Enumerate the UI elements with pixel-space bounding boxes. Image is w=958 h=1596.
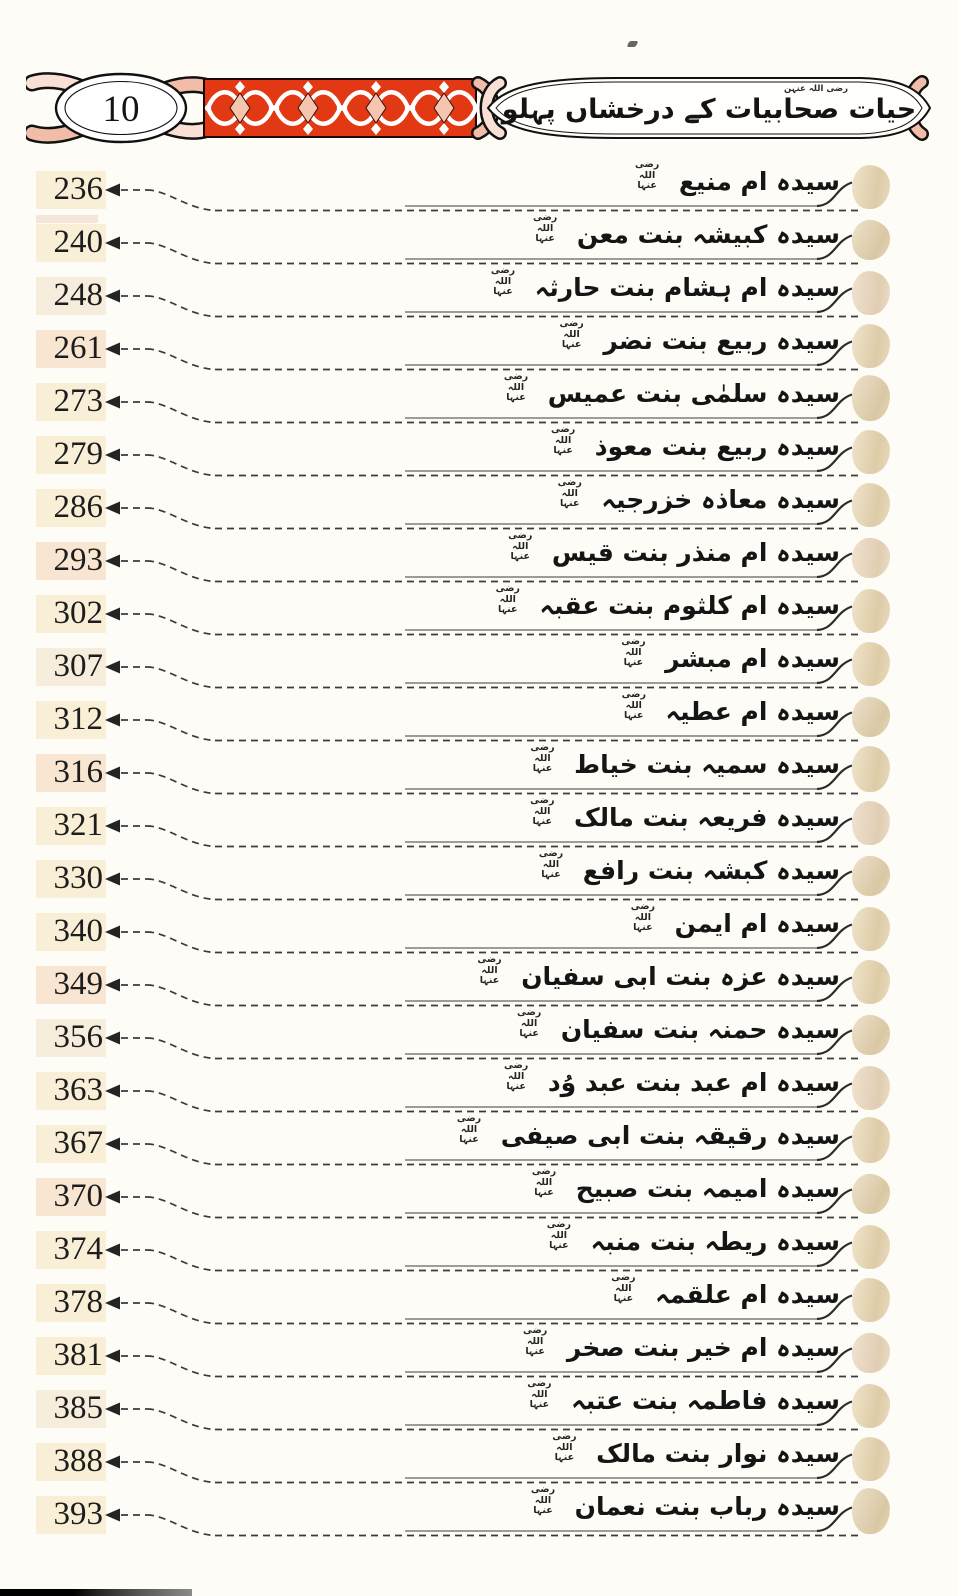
arrow-left-icon [105,1509,120,1522]
toc-entry-title: سیدہ ام عبد بنت عبد وُد [547,1068,840,1097]
arrow-left-icon [105,1297,120,1310]
toc-page-number: 349 [36,966,106,1004]
toc-entry-title: سیدہ فریعہ بنت مالک [574,803,840,832]
toc-entry [473,954,840,998]
toc-entry [526,742,840,786]
page-edge-blob [852,907,890,951]
arrow-left-icon [105,1032,120,1045]
arrow-left-icon [105,714,120,727]
toc-entry-title: سیدہ سلمٰی بنت عمیس [547,379,840,408]
honorific-mark: رضی اللہ عنہا [508,530,533,563]
toc-page-number: 286 [36,489,106,527]
arrow-left-icon [105,1191,120,1204]
toc-entry [453,1113,840,1157]
toc-entry [527,1484,840,1528]
page-edge-blob [852,483,890,527]
toc-row [0,1325,958,1382]
toc-entry-title: سیدہ ام کلثوم بنت عقبہ [539,591,840,620]
toc-row [0,424,958,481]
toc-entry-title: سیدہ معاذہ خزرجیہ [601,485,840,514]
arrow-left-icon [105,926,120,939]
toc-page-number: 356 [36,1019,106,1057]
page-number-header: 10 [102,89,140,130]
title-honorific: رضی اللہ عنہن [783,84,849,94]
page-edge-blob [852,801,890,845]
toc-entry [617,636,840,680]
toc-page-number: 378 [36,1284,106,1322]
arrow-left-icon [105,396,120,409]
arrow-left-icon [105,184,120,197]
page-edge-blob [851,855,891,897]
arrow-left-icon [105,1403,120,1416]
book-title: حیات صحابیات کے درخشاں پہلو [501,94,917,125]
page-edge-blob [851,745,891,792]
honorific-mark: رضی اللہ عنہا [495,583,520,616]
toc-page-number: 248 [36,277,106,315]
honorific-mark: رضی اللہ عنہا [477,954,502,987]
toc-row [0,1378,958,1435]
toc-row [0,636,958,693]
toc-row [0,1060,958,1117]
honorific-mark: رضی اللہ عنہا [611,1272,636,1305]
page-edge-blob [851,1173,891,1215]
toc-entry [504,530,840,574]
arrow-left-icon [105,237,120,250]
honorific-mark: رضی اللہ عنہا [634,159,660,192]
toc-entry [526,795,840,839]
page-edge-blob [851,1014,891,1056]
page-number-medallion [32,74,208,142]
toc-entry [500,371,840,415]
toc-row [0,583,958,640]
toc-page-number: 374 [36,1231,106,1269]
toc-row [0,1166,958,1223]
honorific-mark: رضی اللہ عنہا [630,901,655,934]
toc-page-number: 307 [36,648,106,686]
toc-row [0,795,958,852]
honorific-mark: رضی اللہ عنہا [621,689,646,722]
title-cartouche [478,78,930,138]
honorific-mark: رضی اللہ عنہا [531,1166,557,1199]
toc-entry [487,265,840,309]
toc-entry-title: سیدہ ام ہشام بنت حارثہ [534,273,840,302]
page-edge-blob [852,960,890,1004]
toc-entry [607,1272,840,1316]
arrow-left-icon [105,555,120,568]
honorific-mark: رضی اللہ عنہا [550,424,576,457]
page-edge-blob [852,271,890,315]
toc-entry-title: سیدہ نوار بنت مالک [596,1439,840,1468]
toc-entry [535,848,840,892]
page-edge-blob [851,1332,891,1374]
honorific-mark: رضی اللہ عنہا [546,1219,572,1252]
toc-entry-title: سیدہ حمنہ بنت سفیان [560,1015,840,1044]
arrow-left-icon [105,290,120,303]
arrow-left-icon [105,1244,120,1257]
arabesque-band [204,79,479,137]
toc-entry [618,689,840,733]
toc-page-number: 321 [36,807,106,845]
page-edge-blob [852,1225,890,1269]
toc-entry [556,318,840,362]
toc-entry [631,159,840,203]
toc-page-number: 261 [36,330,106,368]
toc-entry [492,583,840,627]
page-edge-blob [852,1384,890,1428]
toc-page-number: 367 [36,1125,106,1163]
page-edge-blob [851,696,891,738]
toc-page-number: 385 [36,1390,106,1428]
toc-entry [528,1166,840,1210]
toc-entry-title: سیدہ ام منذر بنت قیس [551,538,840,567]
toc-row [0,318,958,375]
toc-row [0,1007,958,1064]
page-edge-blob [852,1066,890,1110]
page-edge-blob [851,537,891,579]
toc-entry [543,1219,840,1263]
honorific-mark: رضی اللہ عنہا [552,1431,577,1464]
page-edge-blob [852,642,890,686]
page-edge-blob [851,1116,891,1163]
honorific-mark: رضی اللہ عنہا [456,1113,482,1146]
toc-page-number: 393 [36,1496,106,1534]
page-edge-blob [852,165,890,209]
toc-row [0,689,958,746]
toc-page-number: 381 [36,1337,106,1375]
toc-entry-title: سیدہ ربیع بنت معوذ [594,432,840,461]
arrow-left-icon [105,661,120,674]
toc-page-number: 312 [36,701,106,739]
toc-page-number: 330 [36,860,106,898]
honorific-mark: رضی اللہ عنہا [530,795,555,828]
toc-row [0,1219,958,1276]
toc-entry-title: سیدہ رقیقہ بنت ابی صیفی [500,1121,840,1150]
honorific-mark: رضی اللہ عنہا [516,1007,542,1040]
toc-row [0,265,958,322]
honorific-mark: رضی اللہ عنہا [527,1378,552,1411]
toc-row [0,212,958,269]
honorific-mark: رضی اللہ عنہا [530,1484,556,1517]
toc-entry-title: سیدہ فاطمہ بنت عتبہ [571,1386,840,1415]
toc-row [0,159,958,216]
arrow-left-icon [105,873,120,886]
toc-row [0,1484,958,1541]
toc-entry [529,212,840,256]
honorific-mark: رضی اللہ عنہا [522,1325,548,1358]
toc-row [0,1431,958,1488]
toc-row [0,477,958,534]
honorific-mark: رضی اللہ عنہا [503,1060,529,1093]
honorific-mark: رضی اللہ عنہا [503,371,529,404]
table-of-contents [0,159,958,1541]
toc-page-number: 340 [36,913,106,951]
toc-entry-title: سیدہ ام منیع [678,167,840,196]
toc-page-number: 279 [36,436,106,474]
honorific-mark: رضی اللہ عنہا [557,477,582,510]
header-ornament-band [26,70,936,148]
honorific-mark: رضی اللہ عنہا [530,742,555,775]
arrow-left-icon [105,1085,120,1098]
page-edge-blob [851,1487,891,1534]
toc-entry-title: سیدہ عزہ بنت ابی سفیان [521,962,840,991]
toc-entry-title: سیدہ ام ایمن [674,909,840,938]
toc-page-number: 273 [36,383,106,421]
honorific-mark: رضی اللہ عنہا [621,636,646,669]
toc-page-number: 293 [36,542,106,580]
arrow-left-icon [105,820,120,833]
toc-page-number: 363 [36,1072,106,1110]
page-edge-blob [852,324,890,368]
toc-entry [513,1007,840,1051]
toc-entry-title: سیدہ ام خیر بنت صخر [566,1333,840,1362]
toc-row [0,530,958,587]
page-edge-blob [851,219,891,261]
toc-entry-title: سیدہ ربیع بنت نضر [603,326,840,355]
toc-page-number: 370 [36,1178,106,1216]
toc-entry [548,1431,840,1475]
arrow-left-icon [105,1456,120,1469]
toc-entry-title: سیدہ ام مبشر [665,644,840,673]
arrow-left-icon [105,1138,120,1151]
toc-entry-title: سیدہ امیمہ بنت صبیح [575,1174,840,1203]
toc-entry [547,424,840,468]
toc-row [0,371,958,428]
arrow-left-icon [105,1350,120,1363]
page-edge-blob [851,374,891,421]
scan-edge-strip [0,1589,192,1596]
arrow-left-icon [105,767,120,780]
arrow-left-icon [105,449,120,462]
toc-entry [500,1060,840,1104]
page-edge-blob [852,1437,890,1481]
toc-page-number: 236 [36,171,106,209]
toc-page-number: 316 [36,754,106,792]
toc-entry-title: سیدہ ام عطیہ [665,697,840,726]
toc-row [0,1113,958,1170]
header-ornament-svg [26,70,936,148]
toc-row [0,1272,958,1329]
arrow-left-icon [105,502,120,515]
arrow-left-icon [105,979,120,992]
toc-row [0,742,958,799]
honorific-mark: رضی اللہ عنہا [490,265,516,298]
toc-page-number: 302 [36,595,106,633]
arrow-left-icon [105,608,120,621]
page-edge-blob [852,589,890,633]
toc-entry-title: سیدہ کبیشہ بنت معن [576,220,840,249]
arrow-left-icon [105,343,120,356]
toc-row [0,954,958,1011]
toc-entry-title: سیدہ ام علقمہ [655,1280,840,1309]
toc-entry-title: سیدہ کبشہ بنت رافع [582,856,840,885]
scan-speck [627,41,639,47]
toc-entry-title: سیدہ ریطہ بنت منبہ [590,1227,840,1256]
toc-page-number: 388 [36,1443,106,1481]
toc-entry-title: سیدہ رباب بنت نعمان [574,1492,840,1521]
toc-row [0,848,958,905]
page-edge-blob [852,1278,890,1322]
honorific-mark: رضی اللہ عنہا [532,212,558,245]
toc-entry [627,901,840,945]
honorific-mark: رضی اللہ عنہا [559,318,584,351]
toc-entry [523,1378,840,1422]
toc-page-number: 240 [36,224,106,262]
toc-entry [554,477,840,521]
page-edge-blob [852,430,890,474]
honorific-mark: رضی اللہ عنہا [538,848,564,881]
toc-entry-title: سیدہ سمیہ بنت خیاط [574,750,840,779]
toc-row [0,901,958,958]
toc-entry [519,1325,840,1369]
